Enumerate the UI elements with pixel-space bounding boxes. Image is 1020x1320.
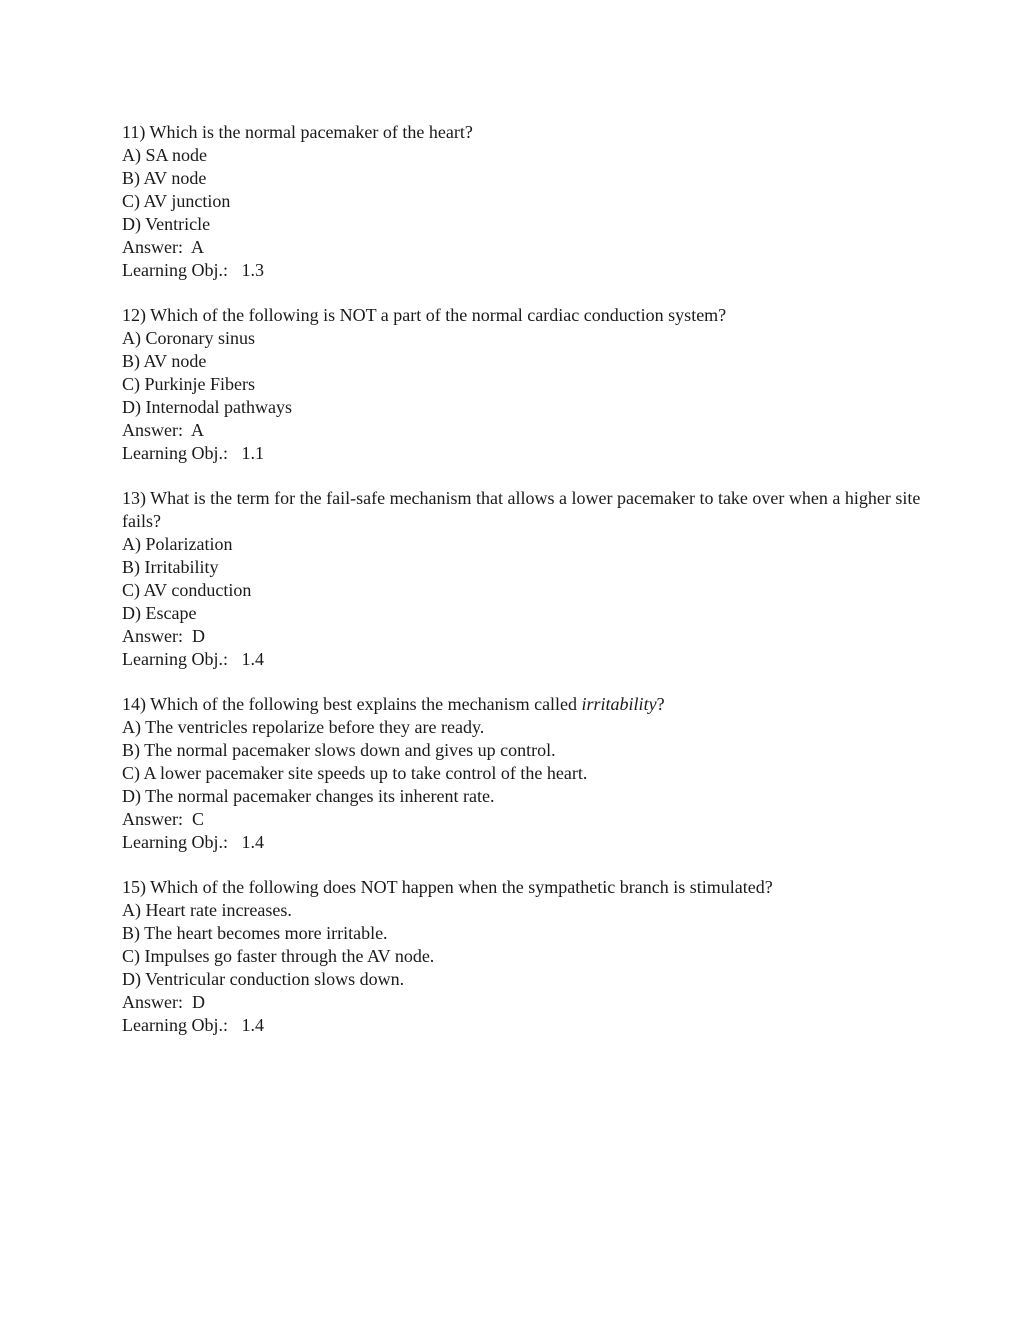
answer-value: A: [191, 420, 205, 440]
option-a: A) Heart rate increases.: [122, 900, 292, 920]
question-15: [122, 876, 922, 1037]
learning-objective-label: Learning Obj.:: [122, 649, 228, 669]
question-13: [122, 487, 922, 671]
option-b: B) Irritability: [122, 557, 219, 577]
question-stem: [122, 693, 922, 716]
learning-objective-value: 1.4: [241, 1015, 264, 1035]
learning-objective-label: Learning Obj.:: [122, 832, 228, 852]
option-c: C) AV conduction: [122, 580, 252, 600]
learning-objective-label: Learning Obj.:: [122, 443, 228, 463]
answer-line: [122, 419, 922, 442]
learning-objective-label: Learning Obj.:: [122, 260, 228, 280]
learning-objective-line: [122, 648, 922, 671]
option-b: B) AV node: [122, 351, 207, 371]
option-b: B) The normal pacemaker slows down and gives up control.: [122, 740, 556, 760]
learning-objective-line: [122, 831, 922, 854]
option-d: D) The normal pacemaker changes its inherent rate.: [122, 786, 495, 806]
option-d: D) Escape: [122, 603, 197, 623]
answer-label: Answer:: [122, 420, 183, 440]
answer-label: Answer:: [122, 809, 183, 829]
answer-line: [122, 991, 922, 1014]
question-stem: 11) Which is the normal pacemaker of the heart?: [122, 122, 473, 142]
question-stem-end: ?: [656, 694, 665, 714]
question-stem: 15) Which of the following does NOT happen when the sympathetic branch is stimulated?: [122, 877, 773, 897]
option-a: A) Polarization: [122, 534, 233, 554]
answer-line: [122, 808, 922, 831]
answer-value: A: [191, 237, 205, 257]
option-b: B) AV node: [122, 168, 207, 188]
option-b: B) The heart becomes more irritable.: [122, 923, 388, 943]
question-stem-italic-term: irritability: [581, 694, 657, 714]
answer-line: [122, 236, 922, 259]
question-stem: 13) What is the term for the fail-safe mechanism that allows a lower pacemaker to take over when a higher site fails?: [122, 488, 921, 531]
answer-label: Answer:: [122, 237, 183, 257]
learning-objective-value: 1.4: [241, 832, 264, 852]
option-c: C) AV junction: [122, 191, 231, 211]
answer-value: D: [192, 626, 205, 646]
learning-objective-line: [122, 442, 922, 465]
learning-objective-value: 1.1: [241, 443, 264, 463]
learning-objective-label: Learning Obj.:: [122, 1015, 228, 1035]
option-a: A) The ventricles repolarize before they are ready.: [122, 717, 485, 737]
question-stem: 12) Which of the following is NOT a part of the normal cardiac conduction system?: [122, 305, 727, 325]
answer-label: Answer:: [122, 992, 183, 1012]
question-12: [122, 304, 922, 465]
question-11: [122, 121, 922, 282]
learning-objective-line: [122, 259, 922, 282]
learning-objective-line: [122, 1014, 922, 1037]
question-stem-text: 14) Which of the following best explains the mechanism called: [122, 694, 582, 714]
option-a: A) SA node: [122, 145, 207, 165]
option-d: D) Internodal pathways: [122, 397, 292, 417]
answer-value: C: [192, 809, 205, 829]
option-c: C) Impulses go faster through the AV node.: [122, 946, 435, 966]
question-14: [122, 693, 922, 854]
option-d: D) Ventricular conduction slows down.: [122, 969, 405, 989]
option-c: C) A lower pacemaker site speeds up to take control of the heart.: [122, 763, 588, 783]
answer-value: D: [192, 992, 205, 1012]
answer-label: Answer:: [122, 626, 183, 646]
learning-objective-value: 1.4: [241, 649, 264, 669]
option-c: C) Purkinje Fibers: [122, 374, 255, 394]
option-d: D) Ventricle: [122, 214, 211, 234]
option-a: A) Coronary sinus: [122, 328, 255, 348]
document-page: [122, 121, 922, 1059]
answer-line: [122, 625, 922, 648]
learning-objective-value: 1.3: [241, 260, 264, 280]
